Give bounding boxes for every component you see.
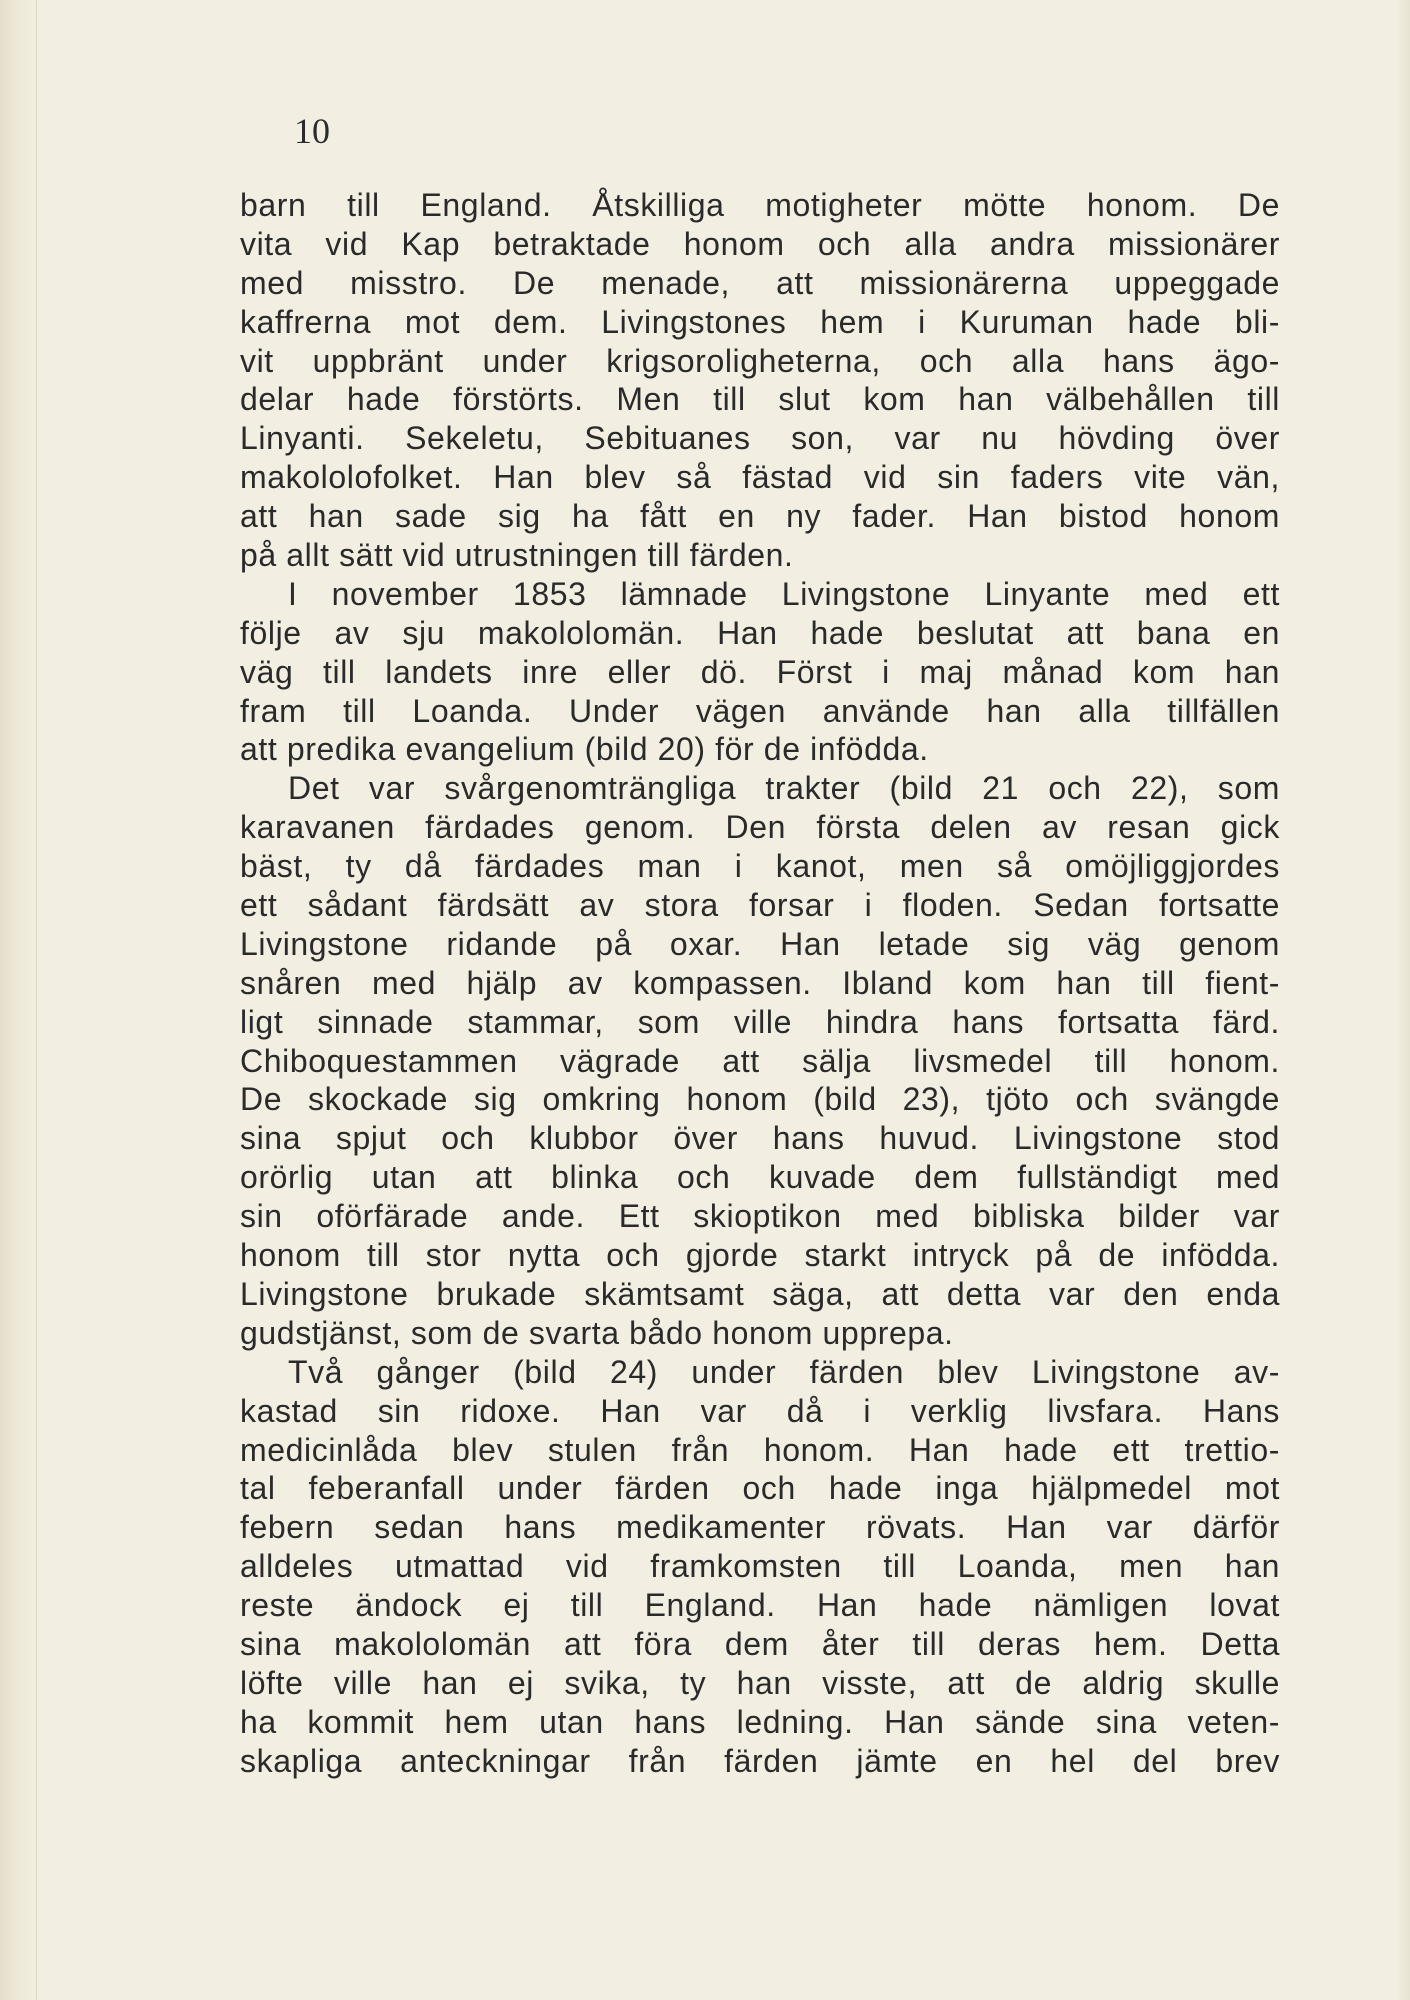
text-line: löfte ville han ej svika, ty han visste, att de aldrig skulle — [240, 1664, 1280, 1701]
text-line: tal feberanfall under färden och hade inga hjälpmedel mot — [240, 1470, 1280, 1507]
text-line: med misstro. De menade, att missionärerna uppeggade — [240, 264, 1280, 301]
text-line: på allt sätt vid utrustningen till färden. — [240, 537, 794, 574]
text-line: medicinlåda blev stulen från honom. Han hade ett trettio- — [240, 1431, 1280, 1468]
text-line: Det var svårgenomträngliga trakter (bild 21 och 22), som — [288, 770, 1280, 807]
text-line: fram till Loanda. Under vägen använde han alla tillfällen — [240, 692, 1280, 729]
text-line: ligt sinnade stammar, som ville hindra hans fortsatta färd. — [240, 1003, 1280, 1040]
text-line: reste ändock ej till England. Han hade nämligen lovat — [240, 1587, 1280, 1624]
body-text — [240, 186, 1280, 1781]
text-line: vita vid Kap betraktade honom och alla andra missionärer — [240, 225, 1280, 262]
text-line: kaffrerna mot dem. Livingstones hem i Kuruman hade bli- — [240, 303, 1280, 340]
text-line: Två gånger (bild 24) under färden blev Livingstone av- — [288, 1353, 1280, 1390]
text-line: De skockade sig omkring honom (bild 23), tjöto och svängde — [240, 1081, 1280, 1118]
text-line: Linyanti. Sekeletu, Sebituanes son, var nu hövding över — [240, 420, 1280, 457]
page-binding-edge — [0, 0, 37, 2000]
text-line: Livingstone brukade skämtsamt säga, att detta var den enda — [240, 1275, 1280, 1312]
text-line: väg till landets inre eller dö. Först i maj månad kom han — [240, 653, 1280, 690]
text-line: alldeles utmattad vid framkomsten till Loanda, men han — [240, 1548, 1280, 1585]
text-line: kastad sin ridoxe. Han var då i verklig livsfara. Hans — [240, 1392, 1280, 1429]
text-line: bäst, ty då färdades man i kanot, men så omöjliggjordes — [240, 848, 1280, 885]
text-line: ett sådant färdsätt av stora forsar i floden. Sedan fortsatte — [240, 887, 1280, 924]
text-line: barn till England. Åtskilliga motigheter mötte honom. De — [240, 187, 1280, 223]
text-line: vit uppbränt under krigsoroligheterna, och alla hans ägo- — [240, 342, 1280, 379]
page-right-edge — [1396, 0, 1410, 2000]
text-line: följe av sju makololomän. Han hade beslutat att bana en — [240, 614, 1280, 651]
text-line: ha kommit hem utan hans ledning. Han sände sina veten- — [240, 1703, 1280, 1740]
text-line: Chiboquestammen vägrade att sälja livsmedel till honom. — [240, 1042, 1280, 1079]
text-line: I november 1853 lämnade Livingstone Linyante med ett — [288, 575, 1280, 612]
text-line: delar hade förstörts. Men till slut kom han välbehållen till — [240, 381, 1280, 418]
text-line: gudstjänst, som de svarta bådo honom upprepa. — [240, 1314, 954, 1351]
text-line: skapliga anteckningar från färden jämte en hel del brev — [240, 1742, 1280, 1779]
text-line: honom till stor nytta och gjorde starkt intryck på de infödda. — [240, 1237, 1280, 1274]
text-line: Livingstone ridande på oxar. Han letade sig väg genom — [240, 925, 1280, 962]
text-line: karavanen färdades genom. Den första delen av resan gick — [240, 809, 1280, 846]
text-line: makololofolket. Han blev så fästad vid sin faders vite vän, — [240, 459, 1280, 496]
text-line: sin oförfärade ande. Ett skioptikon med bibliska bilder var — [240, 1198, 1280, 1235]
text-line: orörlig utan att blinka och kuvade dem fullständigt med — [240, 1159, 1280, 1196]
text-line: febern sedan hans medikamenter rövats. Han var därför — [240, 1509, 1280, 1546]
text-line: snåren med hjälp av kompassen. Ibland kom han till fient- — [240, 964, 1280, 1001]
text-line: att predika evangelium (bild 20) för de infödda. — [240, 731, 929, 768]
text-line: sina spjut och klubbor över hans huvud. Livingstone stod — [240, 1120, 1280, 1157]
text-line: att han sade sig ha fått en ny fader. Han bistod honom — [240, 498, 1280, 535]
page-number: 10 — [294, 111, 330, 151]
text-line: sina makololomän att föra dem åter till deras hem. Detta — [240, 1625, 1280, 1662]
